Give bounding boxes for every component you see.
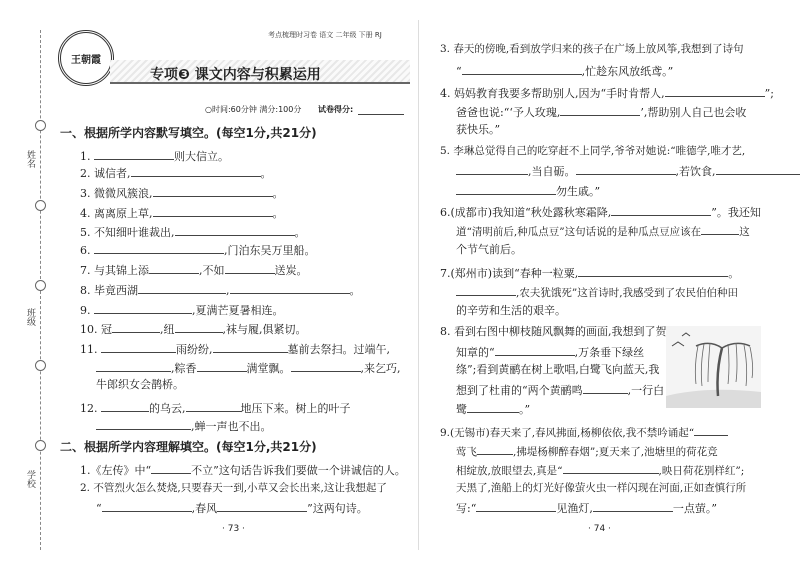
series-label: 考点梳理时习卷 语文 二年级 下册 RJ — [268, 31, 382, 39]
q-text: 鹭 — [456, 403, 467, 416]
q-text: 9.(无锡市)春天来了,春风拂面,杨柳依依,我不禁吟诵起“ — [440, 427, 695, 439]
q-text: 个节气前后。 — [456, 243, 522, 256]
q-text: ,万条垂下绿丝 — [574, 346, 645, 359]
q-text: ,粽香 — [171, 362, 197, 375]
answer-blank[interactable] — [563, 462, 659, 474]
q-text: 绦”;看到黄鹂在树上歌唱,白鹭飞向蓝天,我 — [456, 363, 660, 376]
r-question-8-line4 — [456, 382, 664, 398]
q-text: 一点萤。” — [672, 502, 717, 515]
q-text: ,夏满芒夏暑相连。 — [192, 304, 284, 317]
s2-question-2 — [80, 481, 387, 495]
answer-blank[interactable] — [101, 400, 149, 412]
q-text: 3. 春天的傍晚,看到放学归来的孩子在广场上放风筝,我想到了诗句 — [440, 43, 744, 55]
r-question-4-line2 — [456, 104, 746, 120]
q-text: 4. 妈妈教育我要多帮助别人,因为“手时肯帮人, — [440, 87, 665, 100]
r-question-7-line3 — [456, 304, 566, 318]
q-text: 8. 毕竟西湖 — [80, 284, 138, 297]
answer-blank[interactable] — [694, 424, 728, 436]
answer-blank[interactable] — [96, 360, 171, 372]
answer-blank[interactable] — [291, 360, 361, 372]
q-text: “ — [456, 65, 462, 78]
q-text: ”。我还知 — [711, 206, 761, 219]
r-question-9 — [440, 424, 728, 440]
answer-blank[interactable] — [101, 341, 176, 353]
binding-hole — [35, 360, 46, 371]
question-1 — [80, 148, 229, 164]
answer-blank[interactable] — [131, 165, 261, 177]
q-text: ,春风 — [191, 502, 218, 515]
q-text: 见渔灯, — [556, 502, 593, 515]
q-text: , — [226, 284, 230, 297]
answer-blank[interactable] — [197, 360, 247, 372]
binding-hole — [35, 280, 46, 291]
binding-hole — [35, 120, 46, 131]
binding-hole — [35, 200, 46, 211]
answer-blank[interactable] — [94, 302, 192, 314]
q-text: 则大信立。 — [174, 150, 229, 163]
q-text: 写:“ — [456, 502, 477, 515]
q-text: “ — [96, 502, 102, 515]
q-text: 4. 离离原上草, — [80, 207, 153, 220]
question-4 — [80, 205, 284, 221]
answer-blank[interactable] — [225, 262, 275, 274]
answer-blank[interactable] — [456, 163, 528, 175]
answer-blank[interactable] — [560, 104, 640, 116]
answer-blank[interactable] — [477, 443, 513, 455]
q-text: ,蝉一声也不出。 — [191, 420, 272, 433]
answer-blank[interactable] — [230, 282, 350, 294]
s2-question-1 — [80, 462, 406, 478]
q-text: ,纽 — [160, 323, 175, 336]
willow-illustration — [666, 326, 761, 408]
r-question-9-line2 — [456, 443, 718, 459]
q-text: 6. — [80, 244, 91, 257]
binding-hole — [35, 440, 46, 451]
logo — [58, 30, 114, 86]
answer-blank[interactable] — [576, 163, 676, 175]
q-text: 1. — [80, 150, 91, 163]
q-text: 满堂飘。 — [246, 362, 291, 375]
q-text: 墓前去祭扫。过端午, — [287, 343, 390, 356]
q-text: 11. — [80, 343, 98, 356]
question-7 — [80, 262, 308, 278]
q-text: 8. 看到右图中柳枝随风飘舞的画面,我想到了贺 — [440, 325, 667, 338]
q-text: ”; — [764, 87, 774, 100]
question-6 — [80, 242, 316, 258]
answer-blank[interactable] — [462, 63, 582, 75]
question-12 — [80, 400, 351, 416]
answer-blank[interactable] — [456, 183, 556, 195]
q-text: 地压下来。树上的叶子 — [240, 402, 351, 415]
q-text: 道“清明前后,种瓜点豆”这句话说的是种瓜点豆应该在 — [456, 226, 702, 238]
question-5 — [80, 224, 306, 240]
q-text: 这 — [739, 226, 750, 238]
q-text: 6.(成都市)我知道“秋处露秋寒霜降, — [440, 206, 612, 219]
question-11-line3 — [96, 378, 184, 392]
answer-blank[interactable] — [149, 262, 199, 274]
page-divider — [418, 20, 419, 550]
q-text: ,当自砺。 — [528, 165, 576, 178]
q-text: 7. 与其锦上添 — [80, 264, 149, 277]
q-text: 不立”这句话告诉我们要做一个讲诚信的人。 — [191, 464, 406, 477]
question-12-line2 — [96, 418, 272, 434]
q-text: 想到了杜甫的“两个黄鹂鸣 — [456, 384, 583, 397]
r-question-8 — [440, 325, 667, 339]
r-question-5-line2 — [456, 163, 800, 179]
q-text: 莺飞 — [456, 446, 477, 458]
q-text: ’,帮助别人自己也会收 — [640, 106, 747, 119]
answer-blank[interactable] — [96, 418, 191, 430]
r-question-6-line2 — [456, 223, 750, 239]
q-text: 5. 李琳总觉得自己的吃穿赶不上同学,爷爷对她说:“唯德学,唯才艺, — [440, 145, 746, 157]
r-question-5-line3 — [456, 183, 600, 199]
question-2 — [80, 165, 272, 181]
r-question-9-line5 — [456, 500, 717, 516]
q-text: 的乌云, — [149, 402, 186, 415]
r-question-7-line2 — [456, 284, 738, 300]
logo-text: 王朝霞 — [71, 54, 101, 66]
q-text: ,来乞巧, — [360, 362, 401, 375]
q-text: ,拂堤杨柳醉春烟”;夏天来了,池塘里的荷花竞 — [513, 446, 718, 458]
question-11-line2 — [96, 360, 401, 376]
q-text: 。 — [349, 284, 361, 297]
q-text: ,农夫犹饿死”这首诗时,我感受到了农民伯伯种田 — [516, 287, 739, 299]
q-text: 牛郎织女会鹊桥。 — [96, 378, 184, 391]
r-question-8-line2 — [456, 344, 644, 360]
q-text: 知章的“ — [456, 346, 495, 359]
page-title: 专项❸ 课文内容与积累运用 — [150, 67, 321, 83]
q-text: ,一行白 — [627, 384, 665, 397]
answer-blank[interactable] — [456, 284, 516, 296]
name-label: 姓名 — [25, 150, 35, 168]
r-question-8-line5 — [456, 401, 530, 417]
answer-blank[interactable] — [611, 204, 711, 216]
q-text: ,映日荷花别样红”; — [658, 465, 745, 477]
r-question-9-line4 — [456, 481, 746, 495]
answer-blank[interactable] — [213, 341, 288, 353]
r-question-8-line3 — [456, 363, 659, 377]
r-question-6 — [440, 204, 761, 220]
q-text: ”这两句诗。 — [307, 502, 368, 515]
q-text: 10. 冠 — [80, 323, 112, 336]
question-3 — [80, 185, 284, 201]
answer-blank[interactable] — [186, 400, 241, 412]
answer-blank[interactable] — [583, 382, 628, 394]
answer-blank[interactable] — [217, 500, 307, 512]
q-text: 。 — [272, 207, 284, 220]
page-number-left: · 73 · — [222, 524, 245, 534]
q-text: ,若饮食, — [675, 165, 716, 178]
answer-blank[interactable] — [716, 163, 800, 175]
school-label: 学校 — [25, 470, 35, 488]
r-question-5 — [440, 144, 745, 158]
answer-blank[interactable] — [94, 148, 174, 160]
answer-blank[interactable] — [593, 500, 673, 512]
r-question-3 — [440, 42, 744, 56]
q-text: 。 — [728, 267, 740, 280]
q-text: 相绽放,放眼望去,真是“ — [456, 465, 563, 477]
answer-blank[interactable] — [495, 344, 575, 356]
q-text: 7.(郑州市)读到“春种一粒粟, — [440, 267, 579, 280]
q-text: ,忙趁东风放纸鸢。” — [581, 65, 674, 78]
q-text: 的辛劳和生活的艰辛。 — [456, 304, 566, 317]
q-text: 12. — [80, 402, 98, 415]
q-text: 爸爸也说:“‘予人玫瑰, — [456, 106, 561, 119]
answer-blank[interactable] — [102, 500, 192, 512]
question-8 — [80, 282, 361, 298]
q-text: 3. 微微风簇浪, — [80, 187, 153, 200]
r-question-6-line3 — [456, 243, 522, 257]
class-label: 班级 — [25, 308, 35, 326]
answer-blank[interactable] — [153, 185, 273, 197]
answer-blank[interactable] — [476, 500, 556, 512]
section-2-heading: 二、根据所学内容理解填空。(每空1分,共21分) — [60, 440, 317, 454]
q-text: 送炭。 — [274, 264, 308, 277]
page-number-right: · 74 · — [588, 524, 611, 534]
q-text: 天黑了,渔船上的灯光好像萤火虫一样闪现在河面,正如查慎行所 — [456, 482, 747, 494]
answer-blank[interactable] — [138, 282, 226, 294]
answer-blank[interactable] — [578, 265, 728, 277]
r-question-9-line3 — [456, 462, 744, 478]
answer-blank[interactable] — [153, 205, 273, 217]
q-text: ,门泊东吴万里船。 — [224, 244, 316, 257]
answer-blank[interactable] — [94, 242, 224, 254]
answer-blank[interactable] — [467, 401, 519, 413]
r-question-4 — [440, 85, 774, 101]
score-label: 试卷得分: — [318, 105, 354, 114]
r-question-3-line2 — [456, 63, 673, 79]
question-10 — [80, 321, 307, 337]
answer-blank[interactable] — [175, 224, 295, 236]
q-text: 。 — [260, 167, 272, 180]
answer-blank[interactable] — [701, 223, 739, 235]
r-question-4-line3 — [456, 123, 500, 137]
question-11 — [80, 341, 390, 357]
score-field[interactable] — [358, 103, 404, 115]
s2-question-2-line2 — [96, 500, 368, 516]
q-text: 2. 诚信者, — [80, 167, 131, 180]
q-text: 1.《左传》中“ — [80, 464, 152, 477]
q-text: 5. 不知细叶谁裁出, — [80, 226, 175, 239]
q-text: 2. 不管烈火怎么焚烧,只要春天一到,小草又会长出来,这让我想起了 — [80, 482, 387, 494]
q-text: 雨纷纷, — [176, 343, 213, 356]
q-text: ,袜与履,俱紧切。 — [222, 323, 307, 336]
answer-blank[interactable] — [665, 85, 765, 97]
q-text: 获快乐。” — [456, 123, 501, 136]
q-text: 勿生戚。” — [556, 185, 601, 198]
section-1-heading: 一、根据所学内容默写填空。(每空1分,共21分) — [60, 126, 317, 140]
q-text: 。 — [272, 187, 284, 200]
q-text: 。 — [294, 226, 306, 239]
q-text: ,不如 — [199, 264, 225, 277]
answer-blank[interactable] — [112, 321, 160, 333]
q-text: 9. — [80, 304, 91, 317]
exam-meta: ○时间:60分钟 满分:100分 — [205, 105, 302, 114]
answer-blank[interactable] — [151, 462, 191, 474]
answer-blank[interactable] — [175, 321, 223, 333]
question-9 — [80, 302, 284, 318]
q-text: 。” — [519, 403, 531, 416]
r-question-7 — [440, 265, 739, 281]
